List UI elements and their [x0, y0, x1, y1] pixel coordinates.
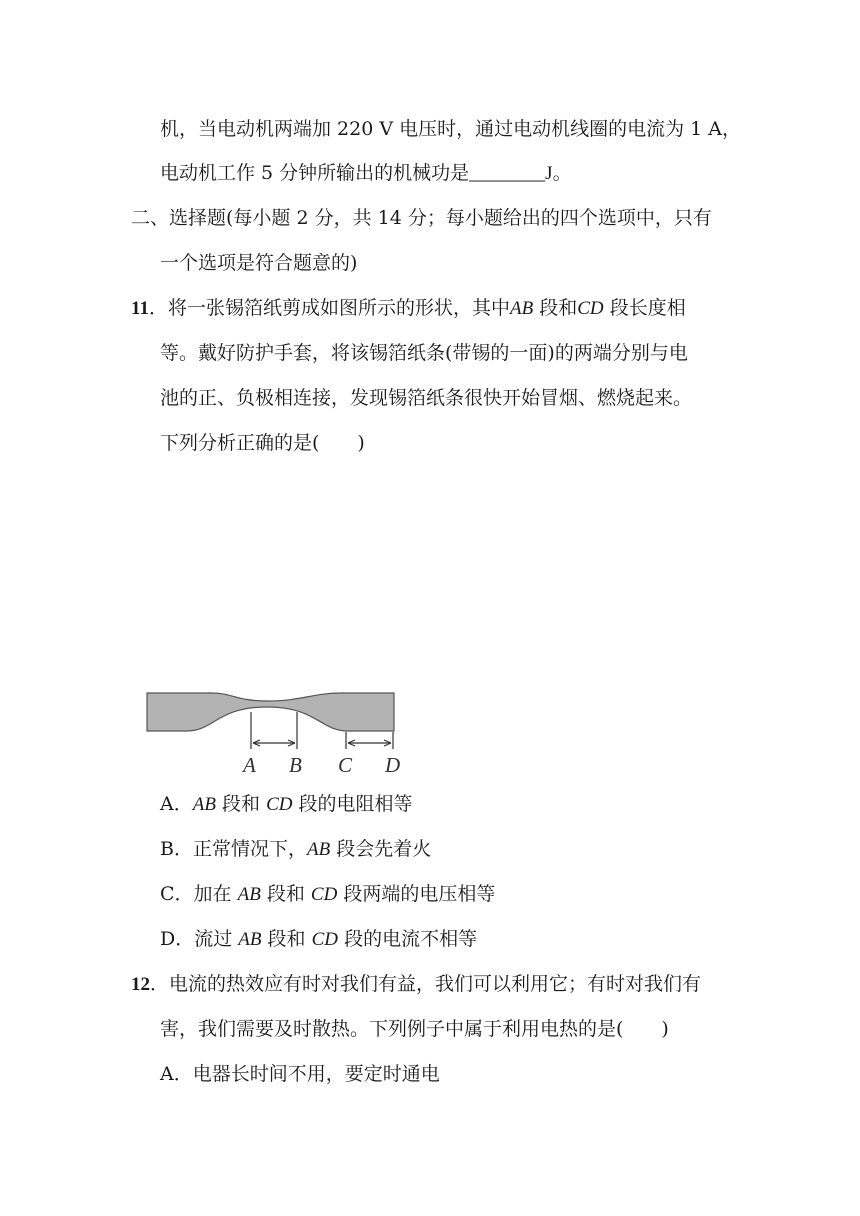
- label-a: A: [243, 753, 256, 777]
- option-a-text: 段的电阻相等: [298, 793, 413, 815]
- section-heading-cont: [160, 251, 357, 275]
- q12-line-1: [131, 972, 701, 997]
- q11-text-2: 等。戴好防护手套，将该锡箔纸条(带锡的一面)的两端分别与电: [160, 342, 688, 364]
- q11-text-1a: ．将一张锡箔纸剪成如图所示的形状，其中: [148, 297, 510, 319]
- option-c-label: C．加在: [160, 883, 232, 905]
- q11-line-1: [131, 296, 686, 321]
- option-b[interactable]: [160, 837, 431, 862]
- section-heading-text: 二、选择题(每小题 2 分，共 14 分；每小题给出的四个选项中，只有: [131, 207, 712, 229]
- option-a[interactable]: [160, 792, 413, 817]
- section-heading: [131, 206, 712, 230]
- q12-text-1: ．电流的热效应有时对我们有益，我们可以利用它；有时对我们有: [150, 973, 702, 995]
- question-number: 12: [131, 974, 150, 995]
- q10-text-2: 电动机工作 5 分钟所输出的机械功是: [160, 162, 470, 184]
- label-b: B: [289, 753, 302, 777]
- option-d-text: 段的电流不相等: [344, 928, 478, 950]
- q11-line-3: [160, 386, 692, 410]
- q10-text-1: 机，当电动机两端加 220 V 电压时，通过电动机线圈的电流为 1 A，: [160, 118, 741, 140]
- tin-foil-diagram: [142, 686, 412, 778]
- section-heading-text-cont: 一个选项是符合题意的): [160, 252, 358, 274]
- option-d-label: D．流过: [160, 928, 233, 950]
- option-d-ab: AB: [238, 929, 262, 950]
- q11-text-3: 池的正、负极相连接，发现锡箔纸条很快开始冒烟、燃烧起来。: [160, 387, 693, 409]
- q11-line-4: [160, 431, 365, 455]
- q11-text-1e: 段长度相: [609, 297, 686, 319]
- option-b-text: 段会先着火: [336, 838, 432, 860]
- option-d[interactable]: [160, 927, 477, 952]
- q11-line-2: [160, 341, 688, 365]
- answer-blank[interactable]: ________: [469, 163, 546, 184]
- segment-cd: CD: [577, 298, 604, 319]
- option-c-cd: CD: [310, 884, 338, 905]
- tin-foil-figure: [142, 686, 412, 778]
- q12-line-2: [160, 1017, 669, 1041]
- q12-option-a[interactable]: [160, 1062, 440, 1086]
- label-c: C: [338, 753, 353, 777]
- foil-strip: [147, 693, 394, 731]
- option-c[interactable]: [160, 882, 495, 907]
- q11-text-1c: 段和: [539, 297, 578, 319]
- q12-text-2: 害，我们需要及时散热。下列例子中属于利用电热的是( ): [160, 1018, 669, 1040]
- option-c-mid: 段和: [266, 883, 305, 905]
- segment-ab: AB: [509, 298, 534, 319]
- q10-line-2: [160, 161, 572, 186]
- option-c-text: 段两端的电压相等: [343, 883, 496, 905]
- option-b-label: B．正常情况下，: [160, 838, 307, 860]
- option-a-label: A．: [160, 793, 193, 815]
- q12-option-a-text: A．电器长时间不用，要定时通电: [160, 1063, 440, 1085]
- q10-line-1: [160, 117, 741, 141]
- label-d: D: [385, 753, 401, 777]
- option-a-mid: 段和: [222, 793, 261, 815]
- q11-text-4: 下列分析正确的是( ): [160, 432, 365, 454]
- option-a-ab: AB: [192, 794, 216, 815]
- option-c-ab: AB: [237, 884, 261, 905]
- option-b-ab: AB: [306, 839, 331, 860]
- unit-text: J。: [545, 163, 572, 184]
- option-d-mid: 段和: [267, 928, 306, 950]
- option-d-cd: CD: [311, 929, 339, 950]
- option-a-cd: CD: [266, 794, 293, 815]
- question-number: 11: [131, 298, 149, 319]
